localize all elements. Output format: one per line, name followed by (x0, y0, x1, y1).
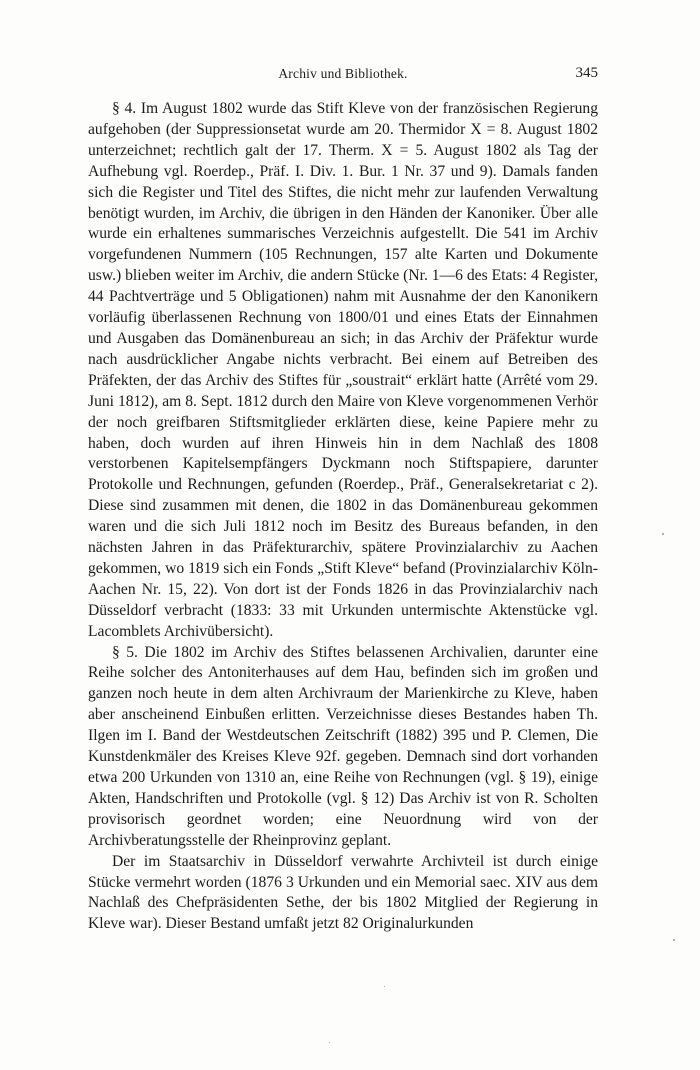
paragraph-section-5: § 5. Die 1802 im Archiv des Stiftes belassenen Archivalien, darunter eine Reihe solcher des Antoniterhauses auf dem Hau, befinden sich im großen und ganzen noch heute in dem alten Archivraum der Marienkirche zu Kleve, haben aber anscheinend Einbußen erlitten. Verzeichnisse dieses Bestandes haben Th. Ilgen im I. Band der Westdeutschen Zeitschrift (1882) 395 und P. Clemen, Die Kunstdenkmäler des Kreises Kleve 92f. gegeben. Demnach sind dort vorhanden etwa 200 Urkunden von 1310 an, eine Reihe von Rechnungen (vgl. § 19), einige Akten, Handschriften und Protokolle (vgl. § 12) Das Archiv ist von R. Scholten provisorisch geordnet worden; eine Neuordnung wird von der Archivberatungsstelle der Rheinprovinz geplant. (88, 643, 598, 849)
scan-speck (673, 939, 675, 941)
paragraph-section-4: § 4. Im August 1802 wurde das Stift Kleve von der französischen Regierung aufgehoben (der Suppressionsetat wurde am 20. Thermidor X = 8. August 1802 unterzeichnet; rechtlich galt der 17. Therm. X = 5. August 1802 als Tag der Aufhebung vgl. Roerdep., Präf. I. Div. 1. Bur. 1 Nr. 37 und 9). Damals fanden sich die Register und Titel des Stiftes, die nicht mehr zur laufenden Verwaltung benötigt wurden, im Archiv, die übrigen in den Händen der Kanoniker. Über alle wurde ein erhaltenes summarisches Verzeichnis aufgestellt. Die 541 im Archiv vorgefundenen Nummern (105 Rechnungen, 157 alte Karten und Dokumente usw.) blieben weiter im Archiv, die andern Stücke (Nr. 1—6 des Etats: 4 Register, 44 Pachtverträge und 5 Obligationen) nahm mit Ausnahme der den Kanonikern vorläufig überlassenen Rechnung von 1800/01 und eines Etats der Einnahmen und Ausgaben das Domänenbureau an sich; in das Archiv der Präfektur wurde nach ausdrücklicher Angabe nichts verbracht. Bei einem auf Betreiben des Präfekten, der das Archiv des Stiftes für „soustrait“ erklärt hatte (Arrêté vom 29. Juni 1812), am 8. Sept. 1812 durch den Maire von Kleve vorgenommenen Verhör der noch greifbaren Stiftsmitglieder erklärten diese, keine Papiere mehr zu haben, doch wurden auf ihren Hinweis hin in dem Nachlaß des 1808 verstorbenen Kapitelsempfängers Dyckmann noch Stiftspapiere, darunter Protokolle und Rechnungen, gefunden (Roerdep., Präf., Generalsekretariat c 2). Diese sind zusammen mit denen, die 1802 in das Domänenbureau gekommen waren und die sich Juli 1812 noch im Besitz des Bureaus befanden, in den nächsten Jahren in das Präfekturarchiv, spätere Provinzialarchiv zu Aachen gekommen, wo 1819 sich ein Fonds „Stift Kleve“ befand (Provinzialarchiv Köln-Aachen Nr. 15, 22). Von dort ist der Fonds 1826 in das Provinzialarchiv nach Düsseldorf verbracht (1833: 33 mit Urkunden untermischte Aktenstücke vgl. Lacomblets Archivübersicht). (88, 100, 598, 640)
scan-speck (662, 533, 664, 535)
paragraph-staatsarchiv: Der im Staatsarchiv in Düsseldorf verwahrte Archivteil ist durch einige Stücke vermehrt worden (1876 3 Urkunden und ein Memorial saec. XIV aus dem Nachlaß des Chefpräsidenten Sethe, der bis 1802 Mitglied der Regierung in Kleve war). Dieser Bestand umfaßt jetzt 82 Originalurkunden (88, 852, 598, 933)
scan-speck (384, 986, 385, 987)
running-header (88, 66, 598, 86)
running-title: Archiv und Bibliothek. (278, 66, 408, 81)
page-number: 345 (575, 65, 598, 81)
body-text (88, 99, 598, 935)
scan-speck (329, 1042, 330, 1043)
